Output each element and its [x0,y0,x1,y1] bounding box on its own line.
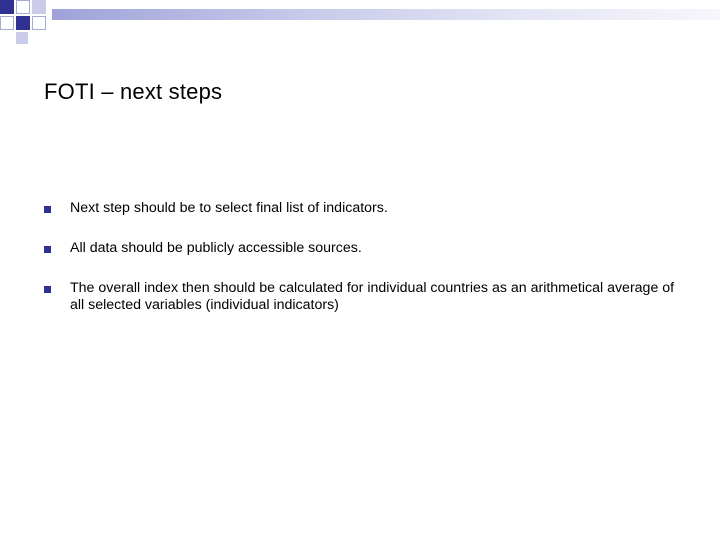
decor-square [32,0,46,14]
slide-title: FOTI – next steps [44,79,223,104]
decor-square [0,16,14,30]
corner-squares-decoration [0,0,60,44]
bullet-text: All data should be publicly accessible sources. [70,240,362,256]
square-bullet-icon [44,206,51,213]
bullet-item [44,280,684,314]
bullet-list [44,200,684,337]
header-gradient-bar [52,9,720,20]
square-bullet-icon [44,286,51,293]
decor-square [16,16,30,30]
square-bullet-icon [44,246,51,253]
decor-square [0,0,14,14]
decor-square [32,16,46,30]
bullet-text: The overall index then should be calculated for individual countries as an arithmetical average of all selected variables (individual indicators) [70,280,675,313]
decor-square [16,32,28,44]
bullet-item [44,200,684,217]
bullet-item [44,240,684,257]
bullet-text: Next step should be to select final list of indicators. [70,200,388,216]
decor-square [16,0,30,14]
